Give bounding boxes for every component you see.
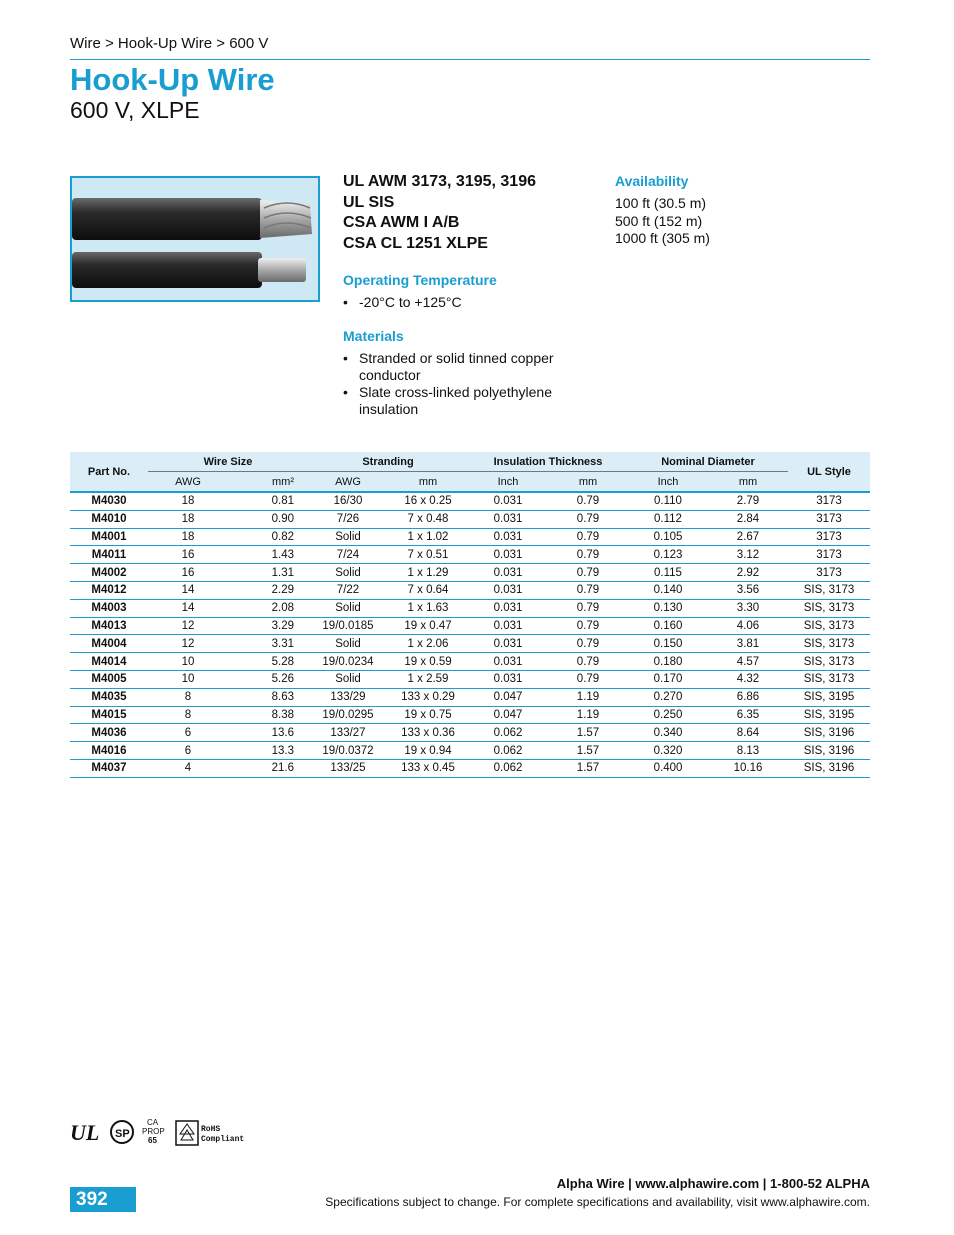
table-cell: 0.105 [628,528,708,546]
table-cell: 1.43 [228,546,308,564]
table-cell: 7 x 0.51 [388,546,468,564]
csa-logo [111,1121,133,1143]
table-cell: Solid [308,599,388,617]
table-cell: 8.63 [228,688,308,706]
table-cell: 2.84 [708,510,788,528]
table-cell: 1.57 [548,759,628,777]
breadcrumb: Wire > Hook-Up Wire > 600 V [70,35,269,52]
table-cell: 7 x 0.48 [388,510,468,528]
availability-item: 100 ft (30.5 m) [615,195,707,211]
table-cell: 14 [148,581,228,599]
table-cell: 0.79 [548,546,628,564]
table-cell: 0.79 [548,670,628,688]
table-cell: 0.79 [548,528,628,546]
operating-temperature-heading: Operating Temperature [343,272,497,288]
rohs-logo [176,1121,244,1145]
materials-list [343,350,603,418]
table-cell: 133 x 0.29 [388,688,468,706]
table-cell: SIS, 3195 [788,688,870,706]
svg-text:65: 65 [148,1136,157,1145]
table-cell: 0.031 [468,617,548,635]
table-cell: 3.29 [228,617,308,635]
table-row [70,706,870,724]
table-cell: 12 [148,635,228,653]
table-cell: SIS, 3173 [788,635,870,653]
table-cell: 0.047 [468,706,548,724]
availability-item: 500 ft (152 m) [615,212,703,229]
table-cell: 0.400 [628,759,708,777]
table-cell: 8.38 [228,706,308,724]
table-cell: 0.79 [548,599,628,617]
wire-product-image [70,176,320,302]
table-cell: 3.31 [228,635,308,653]
subheader-row [70,472,870,493]
table-cell: Solid [308,528,388,546]
part-number-cell: M4004 [70,635,148,653]
part-number-cell: M4003 [70,599,148,617]
part-number-cell: M4002 [70,564,148,582]
footer-note: Specifications subject to change. For complete specifications and availability, visit www.alphawire.com. [325,1195,870,1209]
table-row [70,510,870,528]
table-cell: 0.81 [228,492,308,510]
part-number-cell: M4001 [70,528,148,546]
table-cell: 0.160 [628,617,708,635]
table-cell: 18 [148,510,228,528]
table-cell: 8 [148,706,228,724]
table-cell: 0.062 [468,724,548,742]
table-cell: 1.57 [548,742,628,760]
table-cell: 2.08 [228,599,308,617]
table-cell: 7 x 0.64 [388,581,468,599]
table-row [70,742,870,760]
table-cell: 0.031 [468,635,548,653]
table-cell: SIS, 3195 [788,706,870,724]
table-cell: 2.29 [228,581,308,599]
wire-size-header: Wire Size [148,452,308,472]
table-cell: 0.112 [628,510,708,528]
table-cell: 133 x 0.36 [388,724,468,742]
table-cell: 0.110 [628,492,708,510]
table-cell: 1.31 [228,564,308,582]
table-cell: 4.57 [708,653,788,671]
insulation-thickness-header: Insulation Thickness [468,452,628,472]
table-cell: 6 [148,724,228,742]
table-cell: 19/0.0372 [308,742,388,760]
part-number-cell: M4005 [70,670,148,688]
table-cell: 0.031 [468,510,548,528]
table-cell: 0.340 [628,724,708,742]
table-cell: 1 x 2.06 [388,635,468,653]
table-cell: 13.3 [228,742,308,760]
availability-heading: Availability [615,173,689,189]
table-cell: 8 [148,688,228,706]
part-number-cell: M4037 [70,759,148,777]
table-cell: Solid [308,635,388,653]
part-number-cell: M4014 [70,653,148,671]
table-row [70,492,870,510]
table-cell: 8.13 [708,742,788,760]
material-item: • Slate cross-linked polyethylene insulation [343,384,603,418]
table-cell: SIS, 3173 [788,617,870,635]
table-cell: SIS, 3173 [788,599,870,617]
table-cell: 4.32 [708,670,788,688]
table-cell: 18 [148,492,228,510]
table-cell: SIS, 3173 [788,581,870,599]
table-cell: 0.062 [468,759,548,777]
header-rule [70,59,870,60]
material-item: • Stranded or solid tinned copper conductor [343,350,603,384]
table-cell: 133/29 [308,688,388,706]
table-cell: 0.123 [628,546,708,564]
table-cell: 133/27 [308,724,388,742]
table-cell: 1.19 [548,688,628,706]
table-cell: 2.92 [708,564,788,582]
table-cell: 0.270 [628,688,708,706]
part-number-cell: M4010 [70,510,148,528]
table-cell: 19 x 0.47 [388,617,468,635]
table-cell: 1.57 [548,724,628,742]
table-cell: 19/0.0185 [308,617,388,635]
part-number-cell: M4036 [70,724,148,742]
table-cell: 19 x 0.94 [388,742,468,760]
page-subtitle: 600 V, XLPE [70,97,200,123]
svg-text:PROP: PROP [142,1127,165,1136]
table-cell: 3.30 [708,599,788,617]
table-cell: SIS, 3173 [788,653,870,671]
table-row [70,546,870,564]
approval-line: UL SIS [343,193,395,211]
subheader-cell: Inch [628,472,708,493]
table-cell: 0.047 [468,688,548,706]
part-number-cell: M4016 [70,742,148,760]
table-cell: 10.16 [708,759,788,777]
table-cell: 133 x 0.45 [388,759,468,777]
table-cell: 16 x 0.25 [388,492,468,510]
table-cell: 19 x 0.59 [388,653,468,671]
subheader-cell: mm² [228,472,308,493]
table-cell: 6.86 [708,688,788,706]
table-cell: 5.26 [228,670,308,688]
table-cell: 3173 [788,546,870,564]
table-row [70,759,870,777]
table-cell: 3.56 [708,581,788,599]
table-row [70,653,870,671]
svg-text:UL: UL [70,1120,100,1145]
subheader-cell: mm [548,472,628,493]
table-cell: SIS, 3173 [788,670,870,688]
part-number-cell: M4013 [70,617,148,635]
table-cell: 1 x 2.59 [388,670,468,688]
table-cell: 0.150 [628,635,708,653]
table-row [70,617,870,635]
table-cell: 0.031 [468,528,548,546]
svg-text:SP: SP [115,1128,130,1140]
certification-logos [70,1118,250,1148]
table-cell: 16 [148,564,228,582]
svg-text:RoHS: RoHS [201,1125,221,1134]
table-cell: 0.79 [548,510,628,528]
table-cell: SIS, 3196 [788,759,870,777]
table-cell: 0.031 [468,581,548,599]
table-cell: 7/22 [308,581,388,599]
table-cell: 3.81 [708,635,788,653]
nominal-diameter-header: Nominal Diameter [628,452,788,472]
table-cell: 0.170 [628,670,708,688]
table-cell: 6.35 [708,706,788,724]
table-cell: 19 x 0.75 [388,706,468,724]
approval-line: CSA AWM I A/B [343,214,460,231]
table-cell: 14 [148,599,228,617]
availability-item: 1000 ft (305 m) [615,230,710,246]
table-cell: Solid [308,564,388,582]
table-cell: SIS, 3196 [788,742,870,760]
part-no-header: Part No. [70,452,148,492]
stranding-header: Stranding [308,452,468,472]
table-row [70,688,870,706]
table-row [70,635,870,653]
subheader-cell: mm [708,472,788,493]
approval-line: UL AWM 3173, 3195, 3196 [343,173,536,190]
table-cell: 0.031 [468,670,548,688]
table-cell: 4 [148,759,228,777]
part-number-cell: M4015 [70,706,148,724]
table-cell: 5.28 [228,653,308,671]
footer-contact: Alpha Wire | www.alphawire.com | 1-800-52 ALPHA [556,1176,870,1191]
table-cell: 0.031 [468,492,548,510]
table-cell: 3173 [788,528,870,546]
table-cell: 8.64 [708,724,788,742]
table-cell: 2.67 [708,528,788,546]
subheader-cell: AWG [308,472,388,493]
approval-line: CSA CL 1251 XLPE [343,234,488,252]
table-cell: 0.031 [468,653,548,671]
subheader-cell: Inch [468,472,548,493]
table-cell: 0.140 [628,581,708,599]
table-cell: 1 x 1.63 [388,599,468,617]
materials-heading: Materials [343,328,404,344]
table-cell: 0.115 [628,564,708,582]
table-cell: 12 [148,617,228,635]
table-cell: 0.90 [228,510,308,528]
part-number-cell: M4035 [70,688,148,706]
subheader-cell: AWG [148,472,228,493]
table-cell: 18 [148,528,228,546]
table-cell: 0.062 [468,742,548,760]
ul-style-header: UL Style [788,452,870,492]
table-cell: 7/26 [308,510,388,528]
table-cell: 0.320 [628,742,708,760]
temperature-item: • -20°C to +125°C [343,294,462,311]
table-cell: Solid [308,670,388,688]
svg-text:Compliant: Compliant [201,1135,245,1144]
table-cell: 0.031 [468,546,548,564]
subheader-cell: mm [388,472,468,493]
table-cell: 0.79 [548,492,628,510]
table-cell: 4.06 [708,617,788,635]
table-cell: 1 x 1.02 [388,528,468,546]
table-row [70,564,870,582]
ul-logo [70,1120,99,1145]
table-cell: 0.250 [628,706,708,724]
table-cell: 3.12 [708,546,788,564]
table-cell: 16/30 [308,492,388,510]
table-row [70,528,870,546]
table-cell: 0.031 [468,599,548,617]
table-body [70,492,870,777]
table-row [70,599,870,617]
table-cell: 19/0.0295 [308,706,388,724]
part-number-cell: M4030 [70,492,148,510]
approvals-list [343,172,536,254]
table-cell: 0.82 [228,528,308,546]
table-cell: 16 [148,546,228,564]
table-cell: 3173 [788,510,870,528]
table-cell: 3173 [788,492,870,510]
table-cell: 2.79 [708,492,788,510]
part-number-cell: M4011 [70,546,148,564]
table-row [70,670,870,688]
table-cell: 13.6 [228,724,308,742]
table-row [70,724,870,742]
operating-temperature-list [343,294,462,311]
table-cell: 21.6 [228,759,308,777]
availability-list [615,195,710,248]
table-cell: 0.031 [468,564,548,582]
table-cell: 1.19 [548,706,628,724]
table-cell: 0.130 [628,599,708,617]
table-cell: 0.79 [548,564,628,582]
table-cell: 0.79 [548,653,628,671]
table-cell: 10 [148,653,228,671]
part-number-cell: M4012 [70,581,148,599]
page-title: Hook-Up Wire [70,62,275,97]
table-cell: 3173 [788,564,870,582]
table-cell: 1 x 1.29 [388,564,468,582]
table-cell: SIS, 3196 [788,724,870,742]
table-cell: 0.180 [628,653,708,671]
table-cell: 0.79 [548,581,628,599]
table-row [70,581,870,599]
table-cell: 133/25 [308,759,388,777]
table-cell: 0.79 [548,617,628,635]
table-cell: 6 [148,742,228,760]
table-cell: 7/24 [308,546,388,564]
table-cell: 19/0.0234 [308,653,388,671]
ca-prop-65-logo [142,1118,165,1145]
svg-text:CA: CA [147,1118,159,1127]
specifications-table [70,452,870,778]
table-cell: 0.79 [548,635,628,653]
table-cell: 10 [148,670,228,688]
page-number: 392 [70,1187,136,1212]
